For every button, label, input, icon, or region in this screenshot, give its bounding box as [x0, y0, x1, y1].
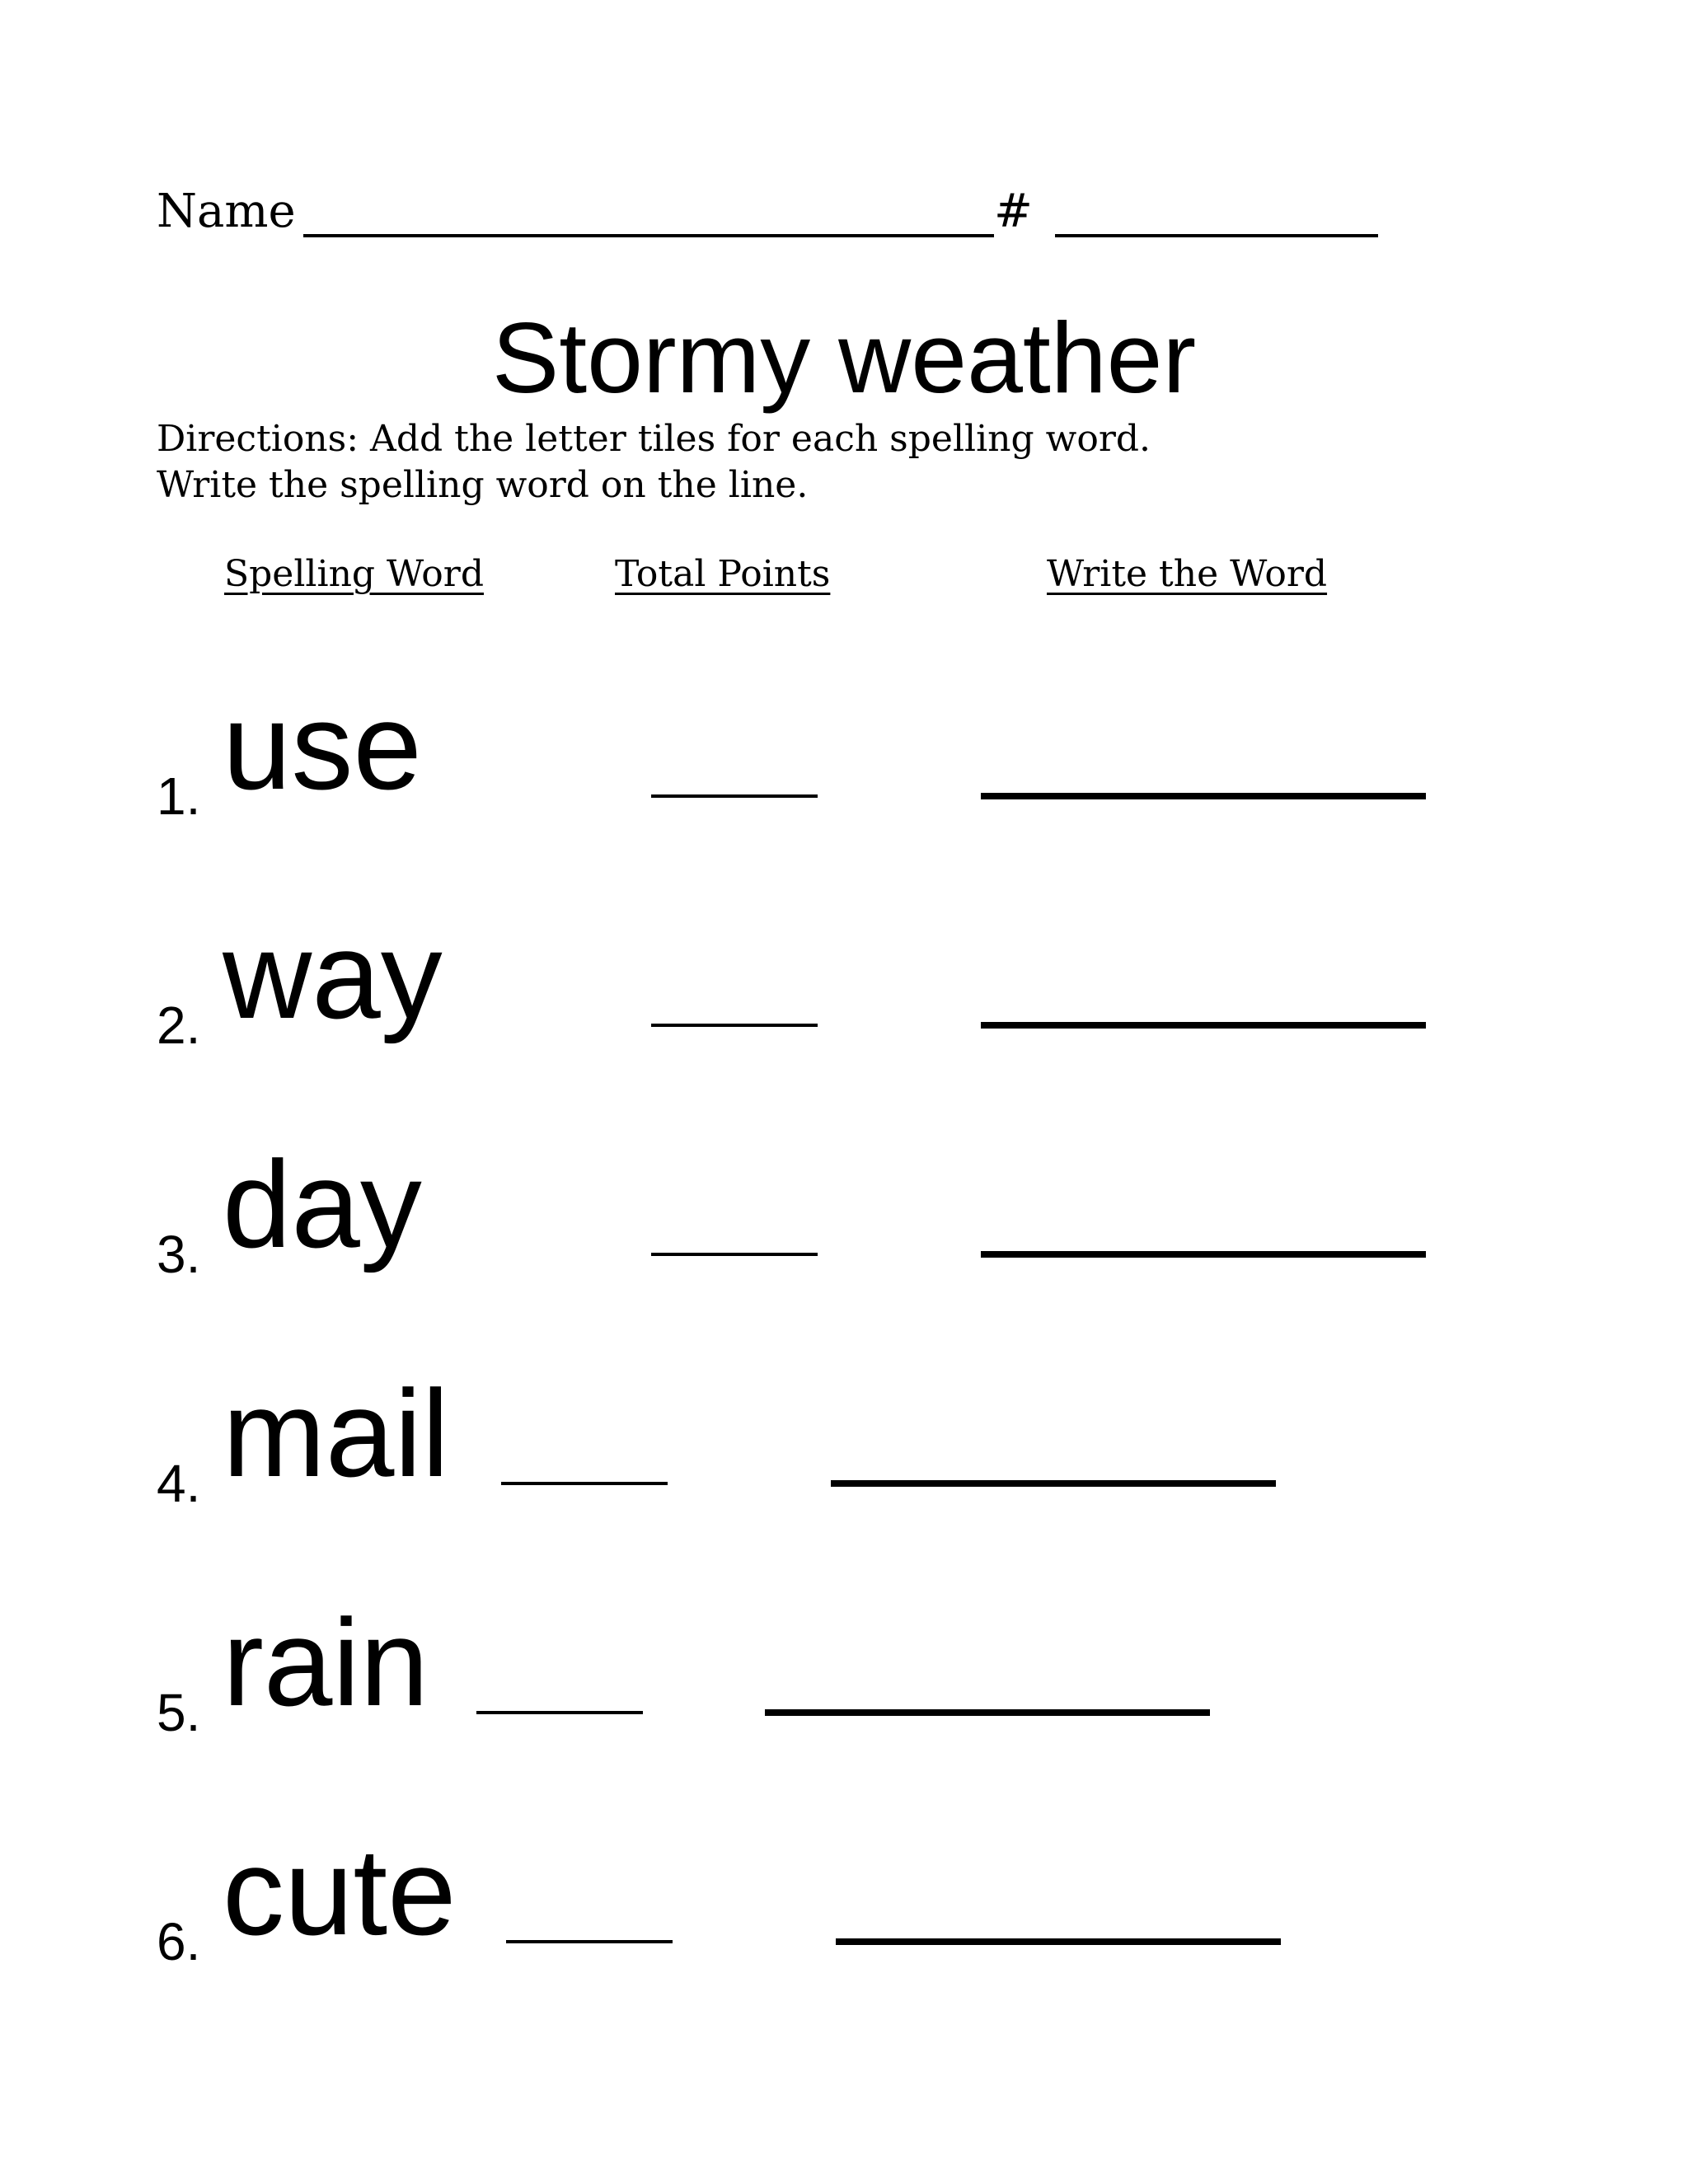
total-points-line[interactable]: [651, 1024, 818, 1027]
name-label: Name: [157, 185, 296, 238]
column-header-total-points: Total Points: [615, 553, 831, 595]
item-number: 6.: [157, 1912, 201, 1971]
item-number: 5.: [157, 1683, 201, 1742]
list-item: [0, 1134, 1688, 1299]
item-number: 4.: [157, 1454, 201, 1513]
spelling-word: day: [223, 1135, 422, 1273]
directions-line-1: Directions: Add the letter tiles for each spelling word.: [157, 418, 1151, 460]
total-points-line[interactable]: [506, 1940, 673, 1943]
write-word-line[interactable]: [981, 793, 1426, 799]
write-word-line[interactable]: [836, 1938, 1281, 1945]
write-word-line[interactable]: [981, 1251, 1426, 1258]
list-item: [0, 1363, 1688, 1528]
list-item: [0, 676, 1688, 841]
total-points-line[interactable]: [651, 1253, 818, 1256]
directions-line-2: Write the spelling word on the line.: [157, 464, 809, 506]
total-points-line[interactable]: [501, 1482, 668, 1485]
list-item: [0, 1592, 1688, 1757]
item-number: 3.: [157, 1225, 201, 1284]
column-header-spelling-word: Spelling Word: [224, 553, 484, 595]
total-points-line[interactable]: [476, 1711, 643, 1714]
write-word-line[interactable]: [981, 1022, 1426, 1029]
total-points-line[interactable]: [651, 794, 818, 798]
number-field-line[interactable]: [1055, 234, 1378, 237]
spelling-word: cute: [223, 1822, 457, 1961]
list-item: [0, 1821, 1688, 1986]
write-word-line[interactable]: [831, 1480, 1276, 1487]
write-word-line[interactable]: [765, 1709, 1210, 1716]
column-header-write-the-word: Write the Word: [1047, 553, 1328, 595]
spelling-word: use: [223, 677, 422, 815]
number-label: #: [994, 185, 1033, 238]
spelling-word: mail: [223, 1364, 450, 1502]
spelling-word: rain: [223, 1593, 429, 1732]
list-item: [0, 905, 1688, 1070]
item-number: 1.: [157, 766, 201, 826]
page-title: Stormy weather: [491, 302, 1197, 414]
item-number: 2.: [157, 996, 201, 1055]
spelling-word: way: [223, 906, 443, 1044]
name-field-line[interactable]: [303, 234, 994, 237]
